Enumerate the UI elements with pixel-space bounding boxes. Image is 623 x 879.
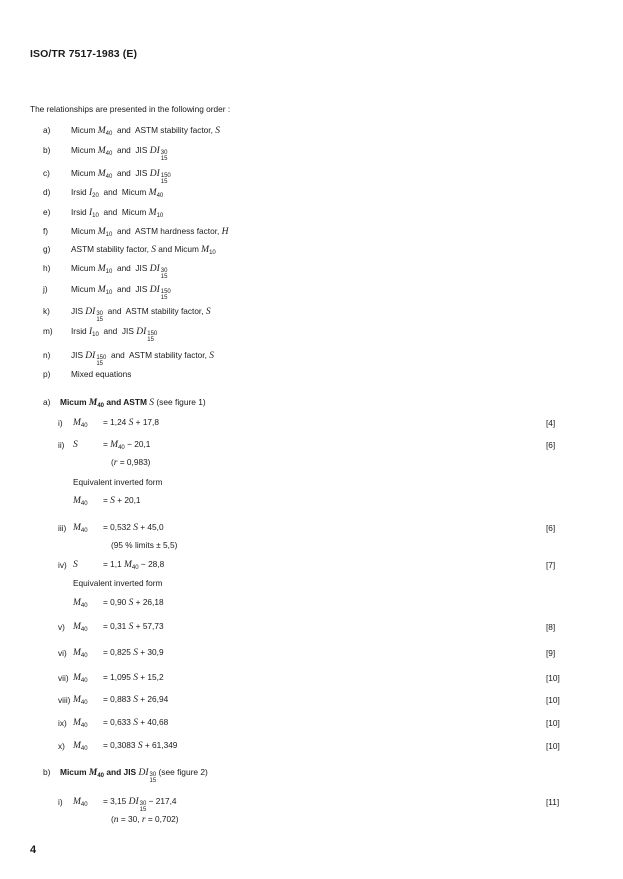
equation-rhs-text: + 30,9 xyxy=(137,647,164,657)
list-item-text: and ASTM hardness factor, xyxy=(112,226,222,236)
equation-lhs-sub: 40 xyxy=(80,802,88,808)
list-item-var: S xyxy=(215,126,220,136)
equation-rhs-text: = 0,532 xyxy=(103,522,134,532)
equation-number: viii) xyxy=(58,695,71,705)
list-item-label: p) xyxy=(43,369,51,379)
section-b-title-var2: DI xyxy=(138,768,149,778)
equation-lhs-var: M xyxy=(73,797,81,807)
list-item-sub: 40 xyxy=(105,131,113,137)
list-item-text: Micum xyxy=(71,263,98,273)
equation-rhs-text: − 217,4 xyxy=(146,796,177,806)
list-item-frac-bot: 15 xyxy=(160,295,168,301)
equation-note-text: (95 % limits ± 5,5) xyxy=(111,540,178,550)
inverted-form-rhs-text: = 0,90 xyxy=(103,597,129,607)
inverted-form-rhs-text: + 20,1 xyxy=(114,495,141,505)
equation-rhs-sub: 40 xyxy=(131,565,139,571)
list-item-sub: 40 xyxy=(156,193,164,199)
list-item-frac xyxy=(161,268,168,280)
document-header: ISO/TR 7517-1983 (E) xyxy=(30,48,138,60)
equation-lhs xyxy=(73,717,88,729)
equation-rhs-text: − 20,1 xyxy=(124,439,151,449)
equation-lhs xyxy=(73,559,78,570)
list-item-text: and JIS xyxy=(98,326,137,336)
list-item-label: e) xyxy=(43,207,51,217)
list-item-text: Micum xyxy=(71,284,98,294)
equation-rhs-var: S xyxy=(133,673,138,683)
inverted-form-rhs xyxy=(103,495,141,506)
equation-lhs-sub: 40 xyxy=(80,423,88,429)
list-item-var: I xyxy=(88,327,93,337)
equation-rhs-text: + 61,349 xyxy=(142,740,178,750)
equation-note-text: = 0,983) xyxy=(117,457,151,467)
equation-rhs-text: + 17,8 xyxy=(133,417,159,427)
list-item-var: S xyxy=(209,351,214,361)
list-item-label: d) xyxy=(43,187,51,197)
equation-rhs-var: S xyxy=(133,648,138,658)
equation-lhs-sub: 40 xyxy=(80,528,88,534)
list-item-var: M xyxy=(97,285,106,295)
equation-rhs-text: = 3,15 xyxy=(103,796,129,806)
equation-reference: [8] xyxy=(546,622,556,632)
equation-lhs xyxy=(73,694,88,706)
list-item-text: and JIS xyxy=(112,168,150,178)
list-item xyxy=(43,125,220,137)
equation-rhs-var: M xyxy=(110,440,119,450)
section-a-title-text2: and ASTM xyxy=(104,397,150,407)
equation-lhs-sub: 40 xyxy=(80,627,88,633)
list-item-sub: 40 xyxy=(105,151,113,157)
list-item-var: DI xyxy=(85,307,96,317)
list-item-frac-bot: 15 xyxy=(160,156,168,162)
list-item-text: and Micum xyxy=(98,187,149,197)
equation-note-text: ( xyxy=(111,814,114,824)
equation-note-var: n xyxy=(113,815,119,825)
equation-rhs-var: S xyxy=(133,718,138,728)
list-item-label: f) xyxy=(43,226,49,236)
list-item-text: JIS xyxy=(71,306,86,316)
section-b-title xyxy=(43,767,208,784)
equation-note xyxy=(111,540,177,550)
equation-note-text: = 0,702) xyxy=(145,814,179,824)
list-item-frac-bot: 15 xyxy=(96,361,104,367)
equation-rhs-text: = xyxy=(103,439,111,449)
list-item-frac-top: 150 xyxy=(147,331,158,337)
list-item-sub: 10 xyxy=(92,332,99,338)
list-item-var: DI xyxy=(149,146,160,156)
equation-rhs xyxy=(103,417,159,428)
list-item-var: M xyxy=(201,245,210,255)
equation-note-text: ( xyxy=(111,457,114,467)
equation-rhs-frac-bot: 15 xyxy=(139,807,147,813)
list-item-frac-top: 30 xyxy=(160,150,168,156)
list-item-label: b) xyxy=(43,145,51,155)
equation-reference: [10] xyxy=(546,673,560,683)
equation-rhs-text: − 28,8 xyxy=(138,559,165,569)
list-item-sub: 20 xyxy=(92,193,99,199)
list-item-var: S xyxy=(205,307,211,317)
equation-rhs-text: = 0,633 xyxy=(103,717,134,727)
section-a-title-rest: (see figure 1) xyxy=(154,397,206,407)
equation-reference: [9] xyxy=(546,648,556,658)
list-item-sub: 10 xyxy=(105,269,113,275)
equation-rhs-text: + 40,68 xyxy=(137,717,169,727)
list-item-frac xyxy=(96,311,103,323)
list-item xyxy=(43,326,157,343)
list-item-text: Micum xyxy=(71,145,98,155)
equation-rhs-text: + 15,2 xyxy=(137,672,164,682)
equation-note-var: r xyxy=(113,458,118,468)
list-item-label: c) xyxy=(43,168,50,178)
section-a-label: a) xyxy=(43,397,51,407)
list-item-frac-bot: 15 xyxy=(160,274,168,280)
equation-rhs-var: S xyxy=(133,695,138,705)
list-item-text: and Micum xyxy=(98,207,149,217)
list-item xyxy=(43,207,163,219)
equation-rhs-text: = 0,3083 xyxy=(103,740,138,750)
equation-rhs-var: S xyxy=(133,523,138,533)
equation-rhs-sub: 40 xyxy=(118,445,125,451)
equation-rhs xyxy=(103,522,164,533)
inverted-form-sub: 40 xyxy=(80,501,88,507)
list-item-text: ASTM stability factor, xyxy=(71,244,152,254)
equation-note xyxy=(111,814,179,825)
list-item xyxy=(43,168,171,185)
inverted-form-rhs xyxy=(103,597,164,608)
section-b-title-text: Micum xyxy=(60,767,89,777)
list-item-frac xyxy=(147,331,157,343)
list-item-text: Mixed equations xyxy=(71,369,132,379)
list-item-frac xyxy=(161,173,171,185)
equation-lhs-sub: 40 xyxy=(80,653,88,659)
equation-rhs-text: + 26,94 xyxy=(137,694,169,704)
equation-rhs-var: S xyxy=(137,741,143,751)
equation-lhs xyxy=(73,522,88,534)
section-b-label: b) xyxy=(43,767,51,777)
list-item-text: Micum xyxy=(71,226,98,236)
inverted-form-var: M xyxy=(73,598,81,608)
list-item-sub: 10 xyxy=(105,232,113,238)
inverted-form-rhs-var: S xyxy=(110,496,115,506)
equation-reference: [10] xyxy=(546,741,560,751)
inverted-form-var: M xyxy=(73,496,81,506)
equation-rhs-text: = 1,095 xyxy=(103,672,134,682)
inverted-form-sub: 40 xyxy=(80,603,88,609)
list-item-sub: 10 xyxy=(209,250,216,256)
list-item-text: and Micum xyxy=(155,244,202,254)
section-b-title-frac-bot: 15 xyxy=(149,778,157,784)
inverted-form-caption: Equivalent inverted form xyxy=(73,477,163,487)
equation-rhs xyxy=(103,621,164,632)
list-item-frac-top: 30 xyxy=(96,311,104,317)
equation-note-var: r xyxy=(141,815,146,825)
equation-number: i) xyxy=(58,797,63,807)
equation-number: ii) xyxy=(58,440,65,450)
equation-lhs-var: S xyxy=(73,560,78,570)
equation-rhs-text: = 1,24 xyxy=(103,417,129,427)
list-item-label: a) xyxy=(43,125,51,135)
list-item-sub: 10 xyxy=(156,213,164,219)
equation-rhs-var: S xyxy=(128,622,134,632)
equation-reference: [10] xyxy=(546,695,560,705)
equation-number: i) xyxy=(58,418,63,428)
list-item-var: DI xyxy=(136,327,147,337)
section-b-title-text2: and JIS xyxy=(104,767,139,777)
list-item-var: M xyxy=(97,169,106,179)
equation-rhs-var: S xyxy=(128,418,134,428)
inverted-form-lhs xyxy=(73,597,88,609)
equation-rhs xyxy=(103,740,177,751)
equation-reference: [6] xyxy=(546,440,556,450)
list-item-text: and JIS xyxy=(112,284,150,294)
equation-rhs xyxy=(103,647,164,658)
section-a-title-text: Micum xyxy=(60,397,89,407)
equation-lhs-var: M xyxy=(73,741,81,751)
equation-lhs-var: M xyxy=(73,622,81,632)
equation-number: x) xyxy=(58,741,65,751)
list-item-var: M xyxy=(148,188,157,198)
list-item-sub: 10 xyxy=(105,290,113,296)
list-item-text: Irsid xyxy=(71,326,89,336)
list-item-frac-bot: 15 xyxy=(160,179,168,185)
equation-lhs xyxy=(73,647,88,659)
list-item xyxy=(43,145,167,162)
inverted-form-lhs xyxy=(73,495,88,507)
equation-lhs-var: M xyxy=(73,418,81,428)
equation-lhs xyxy=(73,621,88,633)
list-item-label: g) xyxy=(43,244,51,254)
page-number: 4 xyxy=(30,844,37,856)
equation-rhs-frac-top: 30 xyxy=(139,801,147,807)
list-item-text: and ASTM stability factor, xyxy=(106,350,210,360)
equation-note-text: = 30, xyxy=(118,814,142,824)
list-item-text: and JIS xyxy=(112,145,150,155)
list-item-var: M xyxy=(148,208,157,218)
list-item-text: and JIS xyxy=(112,263,150,273)
list-item xyxy=(43,350,214,367)
list-item-var: H xyxy=(221,227,229,237)
section-a-title-sub: 40 xyxy=(97,403,104,409)
equation-lhs-var: M xyxy=(73,523,81,533)
section-a-title-var: M xyxy=(88,398,98,408)
equation-rhs-var: M xyxy=(124,560,132,570)
list-item-text: Micum xyxy=(71,125,98,135)
list-item-text: JIS xyxy=(71,350,86,360)
equation-lhs-sub: 40 xyxy=(80,700,88,706)
list-item-text: Micum xyxy=(71,168,98,178)
equation-rhs-var: DI xyxy=(128,797,139,807)
equation-lhs-sub: 40 xyxy=(80,746,88,752)
equation-rhs xyxy=(103,796,177,813)
list-item-frac xyxy=(161,289,171,301)
equation-rhs-text: = 0,825 xyxy=(103,647,134,657)
equation-rhs-text: + 45,0 xyxy=(137,522,164,532)
equation-lhs-var: S xyxy=(73,440,78,450)
list-item-text: Irsid xyxy=(71,207,89,217)
equation-number: ix) xyxy=(58,718,67,728)
equation-reference: [10] xyxy=(546,718,560,728)
list-item-var: I xyxy=(88,208,93,218)
list-item-var: DI xyxy=(85,351,96,361)
equation-reference: [7] xyxy=(546,560,556,570)
equation-reference: [6] xyxy=(546,523,556,533)
section-a-title-var2: S xyxy=(149,398,155,408)
list-item xyxy=(43,226,229,238)
list-item-label: n) xyxy=(43,350,51,360)
intro-text: The relationships are presented in the following order : xyxy=(30,104,231,114)
equation-number: v) xyxy=(58,622,65,632)
equation-rhs-text: + 57,73 xyxy=(133,621,164,631)
inverted-form-rhs-text: = xyxy=(103,495,111,505)
equation-rhs xyxy=(103,672,164,683)
list-item-var: DI xyxy=(149,169,160,179)
equation-lhs xyxy=(73,439,78,450)
list-item-frac-top: 150 xyxy=(96,355,107,361)
list-item-sub: 40 xyxy=(105,174,113,180)
list-item-text: and ASTM stability factor, xyxy=(103,306,206,316)
section-b-title-sub: 40 xyxy=(97,773,104,779)
equation-number: vi) xyxy=(58,648,67,658)
equation-number: iii) xyxy=(58,523,67,533)
equation-reference: [4] xyxy=(546,418,556,428)
equation-lhs-var: M xyxy=(73,718,81,728)
equation-reference: [11] xyxy=(546,797,560,807)
list-item xyxy=(43,284,171,301)
list-item-label: k) xyxy=(43,306,50,316)
equation-rhs-text: = 1,1 xyxy=(103,559,124,569)
list-item-frac-bot: 15 xyxy=(147,337,154,343)
equation-lhs xyxy=(73,417,88,429)
equation-rhs-text: = 0,883 xyxy=(103,694,134,704)
list-item-var: DI xyxy=(149,264,160,274)
inverted-form-caption: Equivalent inverted form xyxy=(73,578,163,588)
list-item xyxy=(43,263,167,280)
equation-rhs-text: = 0,31 xyxy=(103,621,129,631)
list-item-var: M xyxy=(97,227,106,237)
equation-lhs xyxy=(73,796,88,808)
section-b-title-var: M xyxy=(88,768,98,778)
list-item-var: M xyxy=(97,264,106,274)
list-item-var: DI xyxy=(149,285,160,295)
section-b-title-rest: (see figure 2) xyxy=(156,767,208,777)
equation-note xyxy=(111,457,150,468)
list-item-text: Irsid xyxy=(71,187,89,197)
equation-lhs-var: M xyxy=(73,648,81,658)
equation-rhs xyxy=(103,694,168,705)
inverted-form-rhs-text: + 26,18 xyxy=(133,597,164,607)
equation-lhs-var: M xyxy=(73,695,81,705)
equation-lhs xyxy=(73,672,88,684)
list-item-label: h) xyxy=(43,263,51,273)
list-item-frac-top: 150 xyxy=(160,173,171,179)
equation-lhs-sub: 40 xyxy=(80,723,88,729)
equation-rhs xyxy=(103,559,164,571)
list-item-frac xyxy=(161,150,168,162)
list-item xyxy=(43,187,163,199)
list-item-frac-top: 150 xyxy=(160,289,171,295)
list-item-var: M xyxy=(97,126,106,136)
equation-lhs-sub: 40 xyxy=(80,678,88,684)
equation-rhs xyxy=(103,439,150,451)
list-item-label: j) xyxy=(43,284,48,294)
list-item-var: S xyxy=(151,245,156,255)
list-item-sub: 10 xyxy=(92,213,99,219)
equation-rhs xyxy=(103,717,168,728)
section-b-title-frac-top: 30 xyxy=(149,772,157,778)
equation-lhs xyxy=(73,740,88,752)
list-item-frac-bot: 15 xyxy=(96,317,104,323)
list-item xyxy=(43,369,131,379)
equation-lhs-var: M xyxy=(73,673,81,683)
list-item xyxy=(43,244,216,256)
section-a-title xyxy=(43,397,206,409)
equation-number: iv) xyxy=(58,560,67,570)
list-item xyxy=(43,306,211,323)
list-item-text: and ASTM stability factor, xyxy=(112,125,216,135)
inverted-form-rhs-var: S xyxy=(128,598,134,608)
list-item-label: m) xyxy=(43,326,53,336)
list-item-var: M xyxy=(97,146,106,156)
list-item-var: I xyxy=(88,188,93,198)
equation-number: vii) xyxy=(58,673,69,683)
list-item-frac-top: 30 xyxy=(160,268,168,274)
list-item-frac xyxy=(96,355,106,367)
